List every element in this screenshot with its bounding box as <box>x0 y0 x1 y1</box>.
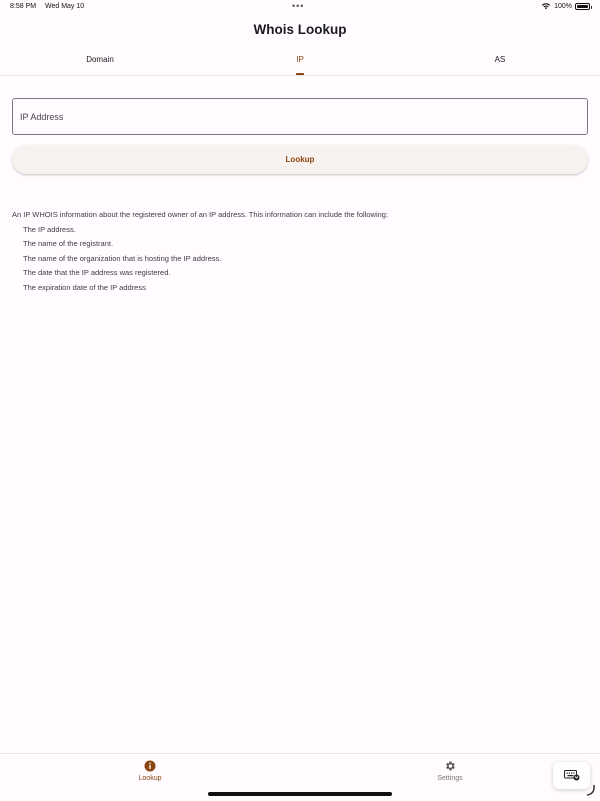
tab-domain[interactable]: Domain <box>86 55 114 64</box>
ip-whois-description <box>12 208 588 296</box>
keyboard-dismiss-button[interactable] <box>553 762 590 789</box>
battery-percent: 100% <box>554 2 572 10</box>
nav-item-lookup[interactable] <box>0 754 300 794</box>
battery-icon <box>575 3 590 10</box>
status-date: Wed May 10 <box>45 3 85 10</box>
nav-label-settings: Settings <box>437 775 463 782</box>
wifi-icon <box>541 2 551 10</box>
list-item: The expiration date of the IP address <box>23 282 146 292</box>
description-intro: An IP WHOIS information about the registered owner of an IP address. This information can include the following: <box>12 210 389 219</box>
list-item: The name of the organization that is hosting the IP address. <box>23 253 222 263</box>
tab-ip[interactable] <box>200 50 400 75</box>
status-time: 8:58 PM <box>10 3 37 10</box>
keyboard-dismiss-icon <box>564 770 580 781</box>
nav-label-lookup: Lookup <box>138 775 162 782</box>
status-bar <box>0 0 600 14</box>
resize-handle-icon[interactable] <box>586 784 596 796</box>
home-indicator[interactable] <box>208 792 392 796</box>
list-item: The IP address. <box>23 224 76 234</box>
tab-bar <box>0 50 600 76</box>
list-item: The name of the registrant. <box>23 239 114 249</box>
tab-as[interactable]: AS <box>494 55 506 64</box>
status-indicators <box>541 2 590 10</box>
multitask-dots-icon[interactable]: ••• <box>292 1 305 11</box>
tab-ip-label: IP <box>296 55 304 64</box>
description-list <box>12 223 588 296</box>
list-item: The date that the IP address was registered. <box>23 268 171 278</box>
info-icon <box>144 760 156 772</box>
lookup-button[interactable]: Lookup <box>12 145 588 174</box>
page-title: Whois Lookup <box>253 22 347 37</box>
tab-active-indicator <box>296 73 304 75</box>
gear-icon <box>444 760 456 772</box>
ip-address-input[interactable] <box>12 98 588 135</box>
